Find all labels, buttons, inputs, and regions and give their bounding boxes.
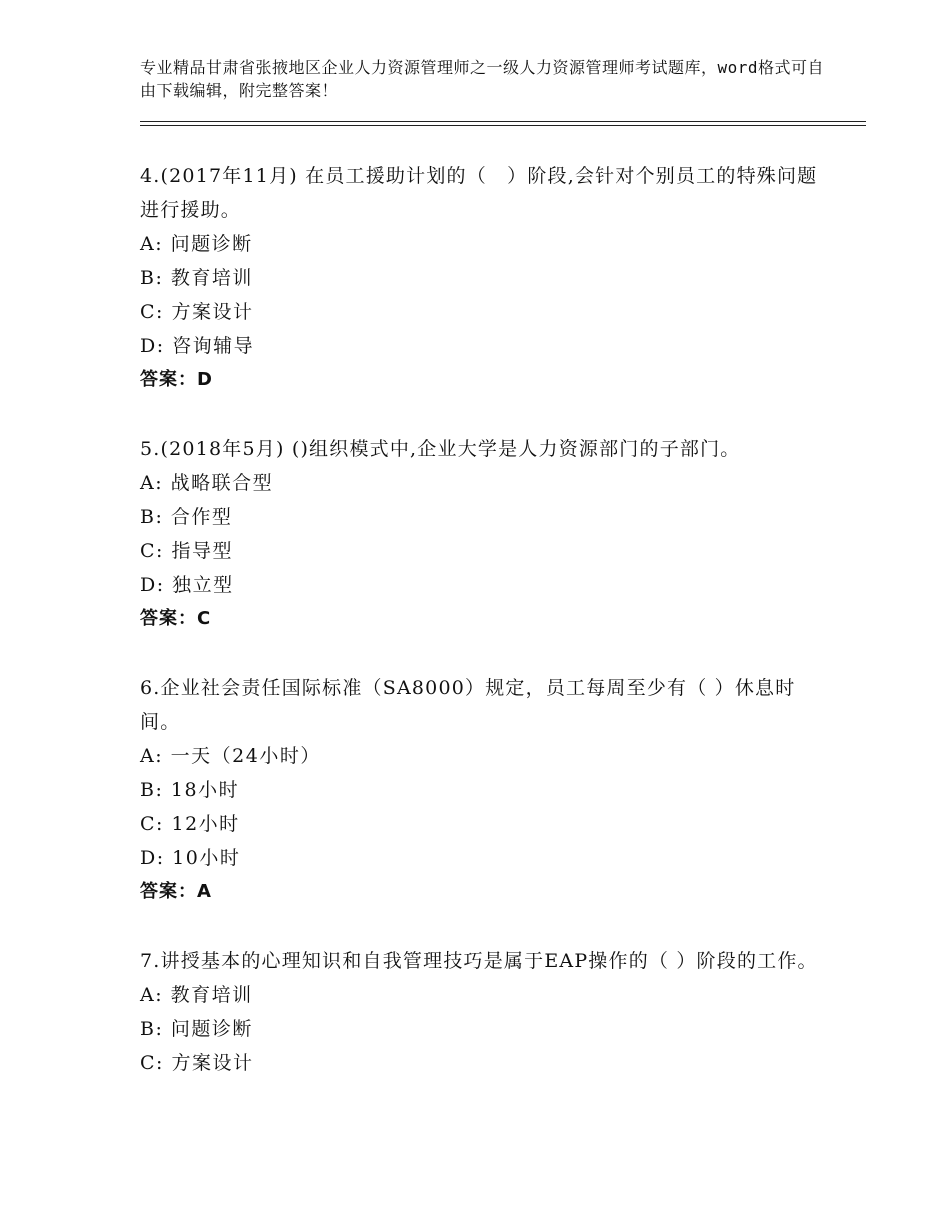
question-list	[140, 159, 820, 1080]
answer: 答案：D	[140, 369, 213, 390]
spacer	[140, 397, 820, 432]
answer: 答案：C	[140, 608, 212, 629]
option-c: C: 方案设计	[140, 301, 254, 323]
question-7	[140, 944, 820, 1080]
answer: 答案：A	[140, 881, 212, 902]
option-b: B: 问题诊断	[140, 1018, 253, 1040]
question-text: 7.讲授基本的心理知识和自我管理技巧是属于EAP操作的（ ）阶段的工作。	[140, 950, 818, 972]
option-d: D: 咨询辅导	[140, 335, 255, 357]
question-6	[140, 671, 820, 909]
option-d: D: 10小时	[140, 847, 241, 869]
option-c: C: 12小时	[140, 813, 240, 835]
question-text: 5.(2018年5月) ()组织模式中,企业大学是人力资源部门的子部门。	[140, 438, 741, 460]
option-b: B: 教育培训	[140, 267, 253, 289]
option-a: A: 一天（24小时）	[140, 745, 321, 767]
question-5	[140, 432, 820, 636]
question-text: 4.(2017年11月) 在员工援助计划的（ ）阶段,会针对个别员工的特殊问题进行援助。	[140, 165, 818, 221]
option-a: A: 战略联合型	[140, 472, 274, 494]
question-4	[140, 159, 820, 397]
option-b: B: 18小时	[140, 779, 240, 801]
spacer	[140, 909, 820, 944]
option-b: B: 合作型	[140, 506, 233, 528]
option-d: D: 独立型	[140, 574, 234, 596]
question-text: 6.企业社会责任国际标准（SA8000）规定，员工每周至少有（ ）休息时间。	[140, 677, 796, 733]
header-rule-top	[140, 121, 866, 122]
spacer	[140, 636, 820, 671]
option-c: C: 方案设计	[140, 1052, 254, 1074]
header-rule-bottom	[140, 125, 866, 126]
option-a: A: 问题诊断	[140, 233, 253, 255]
document-header: 专业精品甘肃省张掖地区企业人力资源管理师之一级人力资源管理师考试题库，word格式可自由下载编辑，附完整答案！	[140, 58, 825, 100]
option-a: A: 教育培训	[140, 984, 253, 1006]
option-c: C: 指导型	[140, 540, 233, 562]
